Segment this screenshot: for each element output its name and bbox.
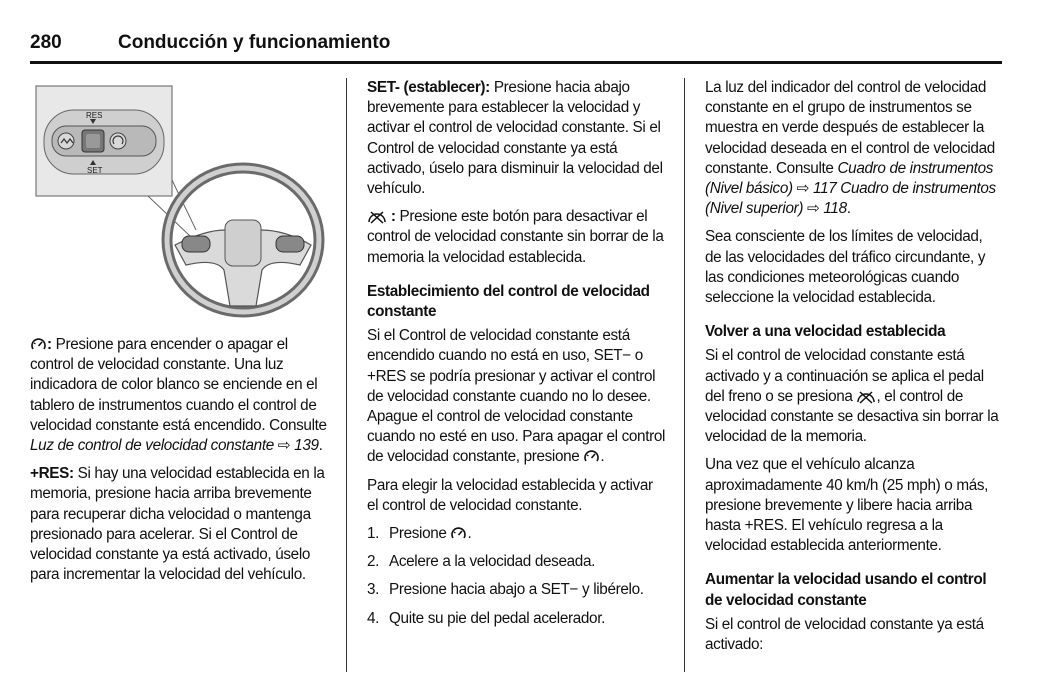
arrow-icon: ⇨	[277, 437, 291, 455]
cruise-speedometer-icon	[30, 336, 47, 352]
header-rule	[30, 61, 1002, 64]
heading-setting-cruise: Establecimiento del control de velocidad constante	[367, 282, 650, 321]
steering-wheel-figure	[30, 80, 330, 326]
paragraph-set	[367, 78, 667, 199]
steering-wheel-illustration	[30, 80, 330, 326]
paragraph-cruise-onoff: : Presione para encender o apagar el control de velocidad constante. Una luz indicadora de color blanco se enciende en el tablero de instrumentos cuando el control de velocidad constante está encendido. Consulte Luz de control de velocidad constante ⇨ 139.	[30, 336, 327, 455]
set-label: SET	[87, 166, 103, 175]
text: Presione hacia abajo brevemente para establecer la velocidad y activar el control de velocidad constante. Si el Control de velocidad constante ya está activado, úselo para disminuir la velocidad del vehículo.	[367, 79, 663, 198]
paragraph-res	[30, 464, 330, 585]
text: Si hay una velocidad establecida en la memoria, presione hacia arriba brevemente para recuperar dicha velocidad o mantenga presionado para acelerar. Si el Control de velocidad constante ya está activado, úselo para incrementar la velocidad del vehículo.	[30, 465, 325, 584]
paragraph-indicator: La luz del indicador del control de velocidad constante en el grupo de instrumentos se muestra en verde después de establecer la velocidad deseada en el control de velocidad constante. Consulte Cuadro de instrumentos (Nivel básico) ⇨ 117 Cuadro de instrumentos (Nivel superior) ⇨ 118.	[705, 79, 996, 218]
cross-reference: Luz de control de velocidad constante	[30, 437, 274, 455]
res-label: RES	[86, 111, 103, 120]
cruise-speedometer-icon	[450, 525, 467, 541]
list-item: 1. Presione .	[367, 525, 472, 543]
paragraph-cancel: : Presione este botón para desactivar el control de velocidad constante sin borrar de la memoria la velocidad establecida.	[367, 208, 664, 266]
paragraph-choose: Para elegir la velocidad establecida y activar el control de velocidad constante.	[367, 476, 653, 514]
column-left	[30, 335, 330, 593]
heading-increase-speed: Aumentar la velocidad usando el control de velocidad constante	[705, 571, 987, 609]
column-divider	[684, 78, 685, 672]
cross-reference: Cuadro de instrumentos (Nivel básico)	[705, 159, 994, 198]
arrow-icon: ⇨	[807, 200, 820, 218]
cross-reference: Cuadro de instrumentos (Nivel superior)	[705, 180, 996, 218]
steps-list	[367, 524, 667, 629]
list-item: 2. Acelere a la velocidad deseada.	[367, 553, 596, 571]
list-item: 4. Quite su pie del pedal acelerador.	[367, 609, 606, 627]
page-number: 280	[30, 32, 62, 53]
column-divider	[346, 78, 347, 672]
heading-resume: Volver a una velocidad establecida	[705, 323, 946, 341]
set-label: SET- (establecer):	[367, 79, 490, 96]
cruise-cancel-icon	[856, 390, 876, 404]
cruise-speedometer-icon	[583, 448, 600, 464]
column-right	[705, 78, 1002, 663]
page-header	[30, 30, 1002, 62]
column-middle	[367, 78, 667, 637]
paragraph-setting: Si el Control de velocidad constante está encendido cuando no está en uso, SET− o +RES se podría presionar y activar el control de velocidad constante cuando no lo desee. Apague el control de velocidad constante cuando no esté en uso. Para apagar el control de velocidad constante, presione .	[367, 327, 666, 466]
text: Presione este botón para desactivar el control de velocidad constante sin borrar de la memoria la velocidad establecida.	[367, 208, 664, 266]
page-reference: 139	[294, 437, 319, 455]
res-label: +RES:	[30, 465, 74, 483]
text: Presione para encender o apagar el control de velocidad constante. Una luz indicadora de color blanco se enciende en el tablero de instrumentos cuando el control de velocidad constante está encendido. Consulte	[30, 336, 327, 434]
paragraph-resume-speed: Una vez que el vehículo alcanza aproximadamente 40 km/h (25 mph) o más, presione brevemente y libere hacia arriba hasta +RES. El vehículo regresa a la velocidad establecida anteriormente.	[705, 456, 989, 555]
paragraph-awareness: Sea consciente de los límites de velocidad, de las velocidades del tráfico circundante, y las condiciones meteorológicas cuando seleccione la velocidad establecida.	[705, 228, 986, 307]
list-item: 3. Presione hacia abajo a SET− y libérelo.	[367, 581, 644, 599]
arrow-icon: ⇨	[796, 180, 810, 198]
section-title: Conducción y funcionamiento	[118, 32, 391, 53]
paragraph-increase: Si el control de velocidad constante ya está activado:	[705, 615, 984, 654]
lead-colon: :	[47, 336, 56, 353]
cruise-cancel-icon	[367, 210, 387, 224]
paragraph-resume: Si el control de velocidad constante está activado y a continuación se aplica el pedal del freno o se presiona , el control de velocidad constante se desactiva sin borrar la velocidad de la memoria.	[705, 347, 999, 446]
